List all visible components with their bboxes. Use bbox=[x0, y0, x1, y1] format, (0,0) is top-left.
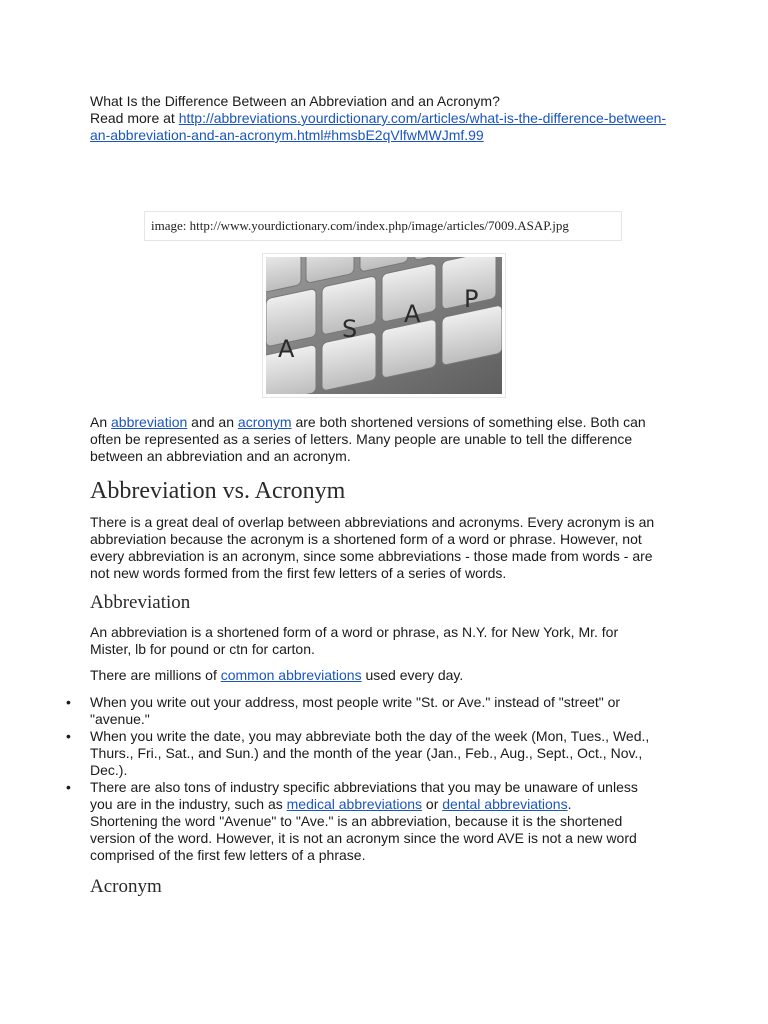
key-label-p: P bbox=[464, 285, 479, 313]
avenue-line1: Shortening the word "Avenue" to "Ave." is an abbreviation, because it is the shortened bbox=[90, 813, 623, 829]
para4-text: used every day. bbox=[361, 667, 464, 683]
keyboard-photo bbox=[266, 257, 502, 394]
list-item bbox=[66, 728, 680, 779]
key-label-a2: A bbox=[404, 300, 421, 328]
examples-list bbox=[66, 694, 680, 864]
para4-text: There are millions of bbox=[90, 667, 221, 683]
para1-text: An bbox=[90, 414, 112, 430]
bullet3-line2 bbox=[90, 796, 680, 813]
para3-line1: An abbreviation is a shortened form of a word or phrase, as N.Y. for New York, Mr. for bbox=[90, 624, 619, 640]
para2-line3: every abbreviation is an acronym, since some abbreviations - those made from words - are bbox=[90, 548, 653, 564]
definition-paragraph bbox=[90, 624, 680, 658]
intro-block bbox=[90, 93, 680, 144]
bullet2-line1: When you write the date, you may abbreviate both the day of the week (Mon, Tues., Wed., bbox=[90, 728, 650, 744]
para1-line2: often be represented as a series of letters. Many people are unable to tell the difference bbox=[90, 431, 633, 447]
source-url-link-cont[interactable]: an-abbreviation-and-an-acronym.html#hmsbE2qVlfwMWJmf.99 bbox=[90, 127, 484, 143]
abbreviation-heading: Abbreviation bbox=[90, 592, 191, 613]
read-more-line bbox=[90, 110, 680, 127]
bullet1-line2: "avenue." bbox=[90, 711, 150, 727]
source-url-link[interactable]: http://abbreviations.yourdictionary.com/articles/what-is-the-difference-between- bbox=[178, 110, 667, 126]
para2-line2: abbreviation because the acronym is a shortened form of a word or phrase. However, not bbox=[90, 531, 642, 547]
dental-abbreviations-link[interactable]: dental abbreviations bbox=[442, 796, 568, 812]
main-heading: Abbreviation vs. Acronym bbox=[90, 478, 346, 504]
list-item bbox=[66, 779, 680, 864]
bullet-icon: • bbox=[66, 728, 71, 744]
bullet1-line1: When you write out your address, most people write "St. or Ave." instead of "street" or bbox=[90, 694, 621, 710]
avenue-line2: version of the word. However, it is not an acronym since the word AVE is not a new word bbox=[90, 830, 637, 846]
para1-text: are both shortened versions of something else. Both can bbox=[291, 414, 646, 430]
para2-line4: not new words formed from the first few letters of a series of words. bbox=[90, 565, 507, 581]
para1-line3: between an abbreviation and an acronym. bbox=[90, 448, 351, 464]
image-caption: image: http://www.yourdictionary.com/index.php/image/articles/7009.ASAP.jpg bbox=[144, 211, 622, 241]
avenue-line3: comprised of the first few letters of a phrase. bbox=[90, 847, 366, 863]
key-label-a1: A bbox=[278, 335, 295, 363]
list-item bbox=[66, 694, 680, 728]
bullet-icon: • bbox=[66, 694, 71, 710]
bullet2-line3: Dec.). bbox=[90, 762, 128, 778]
para2-line1: There is a great deal of overlap between abbreviations and acronyms. Every acronym is an bbox=[90, 514, 655, 530]
bullet-icon: • bbox=[66, 779, 71, 795]
bullet2-line2: Thurs., Fri., Sat., and Sun.) and the month of the year (Jan., Feb., Aug., Sept., Oct., Nov., bbox=[90, 745, 643, 761]
acronym-link[interactable]: acronym bbox=[237, 414, 292, 430]
para3-line2: Mister, lb for pound or ctn for carton. bbox=[90, 641, 315, 657]
medical-abbreviations-link[interactable]: medical abbreviations bbox=[286, 796, 423, 812]
asap-keyboard-image bbox=[262, 253, 506, 398]
para1-line1 bbox=[90, 414, 680, 431]
common-abbreviations-link[interactable]: common abbreviations bbox=[220, 667, 362, 683]
bullet3-line1: There are also tons of industry specific abbreviations that you may be unaware of unless bbox=[90, 779, 638, 795]
bullet3-text: . bbox=[567, 796, 572, 812]
overlap-paragraph bbox=[90, 514, 680, 582]
intro-paragraph bbox=[90, 414, 680, 465]
millions-paragraph bbox=[90, 667, 680, 684]
read-more-label: Read more at bbox=[90, 110, 179, 126]
abbreviation-link[interactable]: abbreviation bbox=[111, 414, 188, 430]
acronym-heading: Acronym bbox=[90, 876, 162, 897]
bullet3-text: or bbox=[422, 796, 443, 812]
key-label-s: S bbox=[342, 315, 358, 343]
bullet3-text: you are in the industry, such as bbox=[90, 796, 287, 812]
intro-question: What Is the Difference Between an Abbreviation and an Acronym? bbox=[90, 93, 500, 109]
para1-text: and an bbox=[187, 414, 238, 430]
url-continuation bbox=[90, 127, 680, 144]
